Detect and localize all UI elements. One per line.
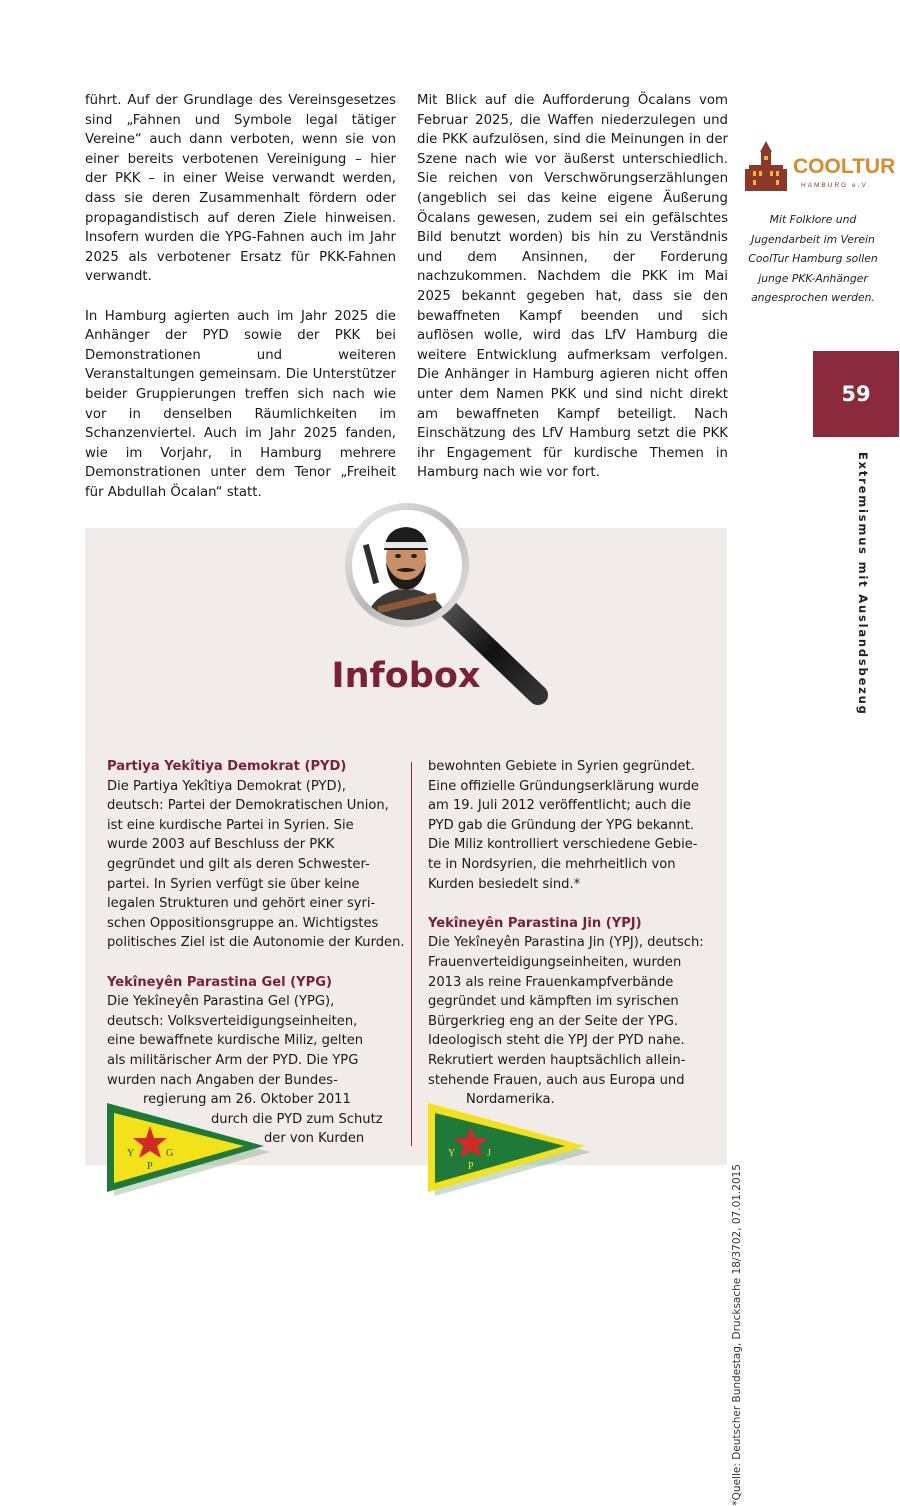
infobox-text-line: als militärischer Arm der PYD. Die YPG <box>107 1052 359 1068</box>
paragraph-gap <box>107 953 407 973</box>
ypg-pennant-flag <box>104 1100 270 1200</box>
paragraph-gap <box>428 894 713 914</box>
infobox-text-line: gegründet und gilt als deren Schwester- <box>107 856 370 872</box>
ypj-pennant-flag <box>425 1100 591 1200</box>
pennant-letter: Y <box>127 1148 135 1159</box>
infobox-heading: Yekîneyên Parastina Gel (YPG) <box>107 974 332 990</box>
paragraph: Mit Blick auf die Aufforderung Öcalans vom Februar 2025, die Waffen niederzulegen und die PKK aufzulösen, sind die Meinungen in der Szene nach wie vor äußerst unterschiedlich. Sie reichen von Verschwörungserzählungen (angeblich sei das keine eigene Äußerung Öcalans gewesen, zudem sei ein gefälschtes Bild benutzt worden) bis hin zu Verständnis und dem Ansinnen, der Forderung nachzukommen. Nachdem die PKK im Mai 2025 bekannt gegeben hat, dass sie den bewaffneten Kampf beenden und sich auflösen wolle, wird das LfV Hamburg die weitere Entwicklung aufmerksam verfolgen. Die Anhänger in Hamburg agieren nicht offen unter dem Namen PKK und sind nicht direkt am bewaffneten Kampf beteiligt. Nach Einschätzung des LfV Hamburg setzt die PKK ihr Engagement für kurdische Themen in Hamburg nach wie vor fort. <box>417 93 728 481</box>
infobox-column-right <box>428 757 713 1110</box>
infobox-text-line: deutsch: Volksverteidigungseinheiten, <box>107 1013 358 1029</box>
infobox-text-line: stehende Frauen, auch aus Europa und <box>428 1072 685 1088</box>
infobox-heading: Partiya Yekîtiya Demokrat (PYD) <box>107 759 347 774</box>
infobox-text-line: ist eine kurdische Partei in Syrien. Sie <box>107 817 354 833</box>
infobox-text-line: wurde 2003 auf Beschluss der PKK <box>107 837 335 853</box>
infobox-text-line: deutsch: Partei der Demokratischen Union, <box>107 798 389 814</box>
infobox-text-line: te in Nordsyrien, die mehrheitlich von <box>428 856 676 872</box>
text-column-left <box>85 91 396 502</box>
logo-subtext: HAMBURG e.V. <box>801 182 871 189</box>
infobox-text-line: partei. In Syrien verfügt sie über keine <box>107 876 360 892</box>
infobox-heading: Yekîneyên Parastina Jin (YPJ) <box>428 915 642 931</box>
infobox-text-line: wurden nach Angaben der Bundes- <box>107 1072 338 1088</box>
infobox-text-line: regierung am 26. Oktober 2011 <box>143 1092 351 1108</box>
infobox-text-line: legalen Strukturen und gehört einer syri- <box>107 896 376 912</box>
logo-text: COOLTUR <box>793 155 896 178</box>
pennant-letter: J <box>487 1148 491 1159</box>
infobox-column-left <box>107 757 407 1149</box>
infobox-text-line: Kurden besiedelt sind.* <box>428 876 581 892</box>
infobox-text-line: Bürgerkrieg eng an der Seite der YPG. <box>428 1013 679 1029</box>
page-number-text: 59 <box>841 382 871 406</box>
infobox-text-line: Die Miliz kontrolliert verschiedene Gebie- <box>428 837 698 853</box>
pennant-letter: Y <box>448 1148 456 1159</box>
source-footnote: *Quelle: Deutscher Bundestag, Drucksache 18/3702, 07.01.2015 <box>731 1164 743 1506</box>
infobox-text-line: PYD gab die Gründung der YPG bekannt. <box>428 817 695 833</box>
infobox-title: Infobox <box>331 656 481 696</box>
image-caption: Mit Folklore und Jugendarbeit im Verein CoolTur Hamburg sollen junge PKK-Anhänger angesprochen werden. <box>748 213 878 304</box>
paragraph: führt. Auf der Grundlage des Vereinsgesetzes sind „Fahnen und Symbole legal tätiger Vereine“ auch dann verboten, wenn sie von einer bereits verbotenen Vereinigung – hier der PKK – in einer Weise verwandt werden, dass sie deren Zusammenhalt fördern oder propagandistisch auf deren Ziele hinweisen. Insofern wurden die YPG-Fahnen auch im Jahr 2025 als verbotener Ersatz für PKK-Fahnen verwandt. <box>85 93 396 285</box>
infobox-text-line: durch die PYD zum Schutz <box>211 1111 383 1127</box>
infobox-text-line: Frauenverteidigungseinheiten, wurden <box>428 954 682 970</box>
infobox-text-line: Ideologisch steht die YPJ der PYD nahe. <box>428 1033 685 1049</box>
infobox-text-line: Die Yekîneyên Parastina Gel (YPG), <box>107 994 335 1010</box>
infobox-text-line: 2013 als reine Frauenkampfverbände <box>428 974 674 990</box>
column-divider <box>411 762 412 1146</box>
pennant-letter: G <box>166 1148 174 1159</box>
pennant-letter: P <box>468 1161 474 1172</box>
infobox-text-line: Eine offizielle Gründungserklärung wurde <box>428 778 699 794</box>
infobox-text-line: schen Oppositionsgruppe an. Wichtigstes <box>107 915 379 931</box>
page-number <box>813 351 899 437</box>
cooltur-logo <box>741 137 896 199</box>
infobox-text-line: eine bewaffnete kurdische Miliz, gelten <box>107 1033 364 1049</box>
infobox-text-line: Die Partiya Yekîtiya Demokrat (PYD), <box>107 778 346 794</box>
infobox-text-line: der von Kurden <box>264 1131 365 1147</box>
infobox-text-line: gegründet und kämpften im syrischen <box>428 994 679 1010</box>
infobox-text-line: bewohnten Gebiete in Syrien gegründet. <box>428 759 695 774</box>
pennant-letter: P <box>147 1161 153 1172</box>
infobox-text-line: Rekrutiert werden hauptsächlich allein- <box>428 1052 686 1068</box>
infobox-text-line: politisches Ziel ist die Autonomie der Kurden. <box>107 935 405 951</box>
infobox-text-line: am 19. Juli 2012 veröffentlicht; auch die <box>428 798 691 814</box>
infobox-text-line: Nordamerika. <box>466 1092 555 1108</box>
section-label: Extremismus mit Auslandsbezug <box>856 452 870 716</box>
paragraph: In Hamburg agierten auch im Jahr 2025 die Anhänger der PYD sowie der PKK bei Demonstrationen und weiteren Veranstaltungen gemeinsam. Die Unterstützer beider Gruppierungen treffen sich nach wie vor in denselben Räumlichkeiten im Schanzenviertel. Auch im Jahr 2025 fanden, wie im Vorjahr, in Hamburg mehrere Demonstrationen unter dem Tenor „Freiheit für Abdullah Öcalan“ statt. <box>85 308 396 500</box>
text-column-right <box>417 91 728 483</box>
infobox-text-line: Die Yekîneyên Parastina Jin (YPJ), deutsch: <box>428 935 704 951</box>
